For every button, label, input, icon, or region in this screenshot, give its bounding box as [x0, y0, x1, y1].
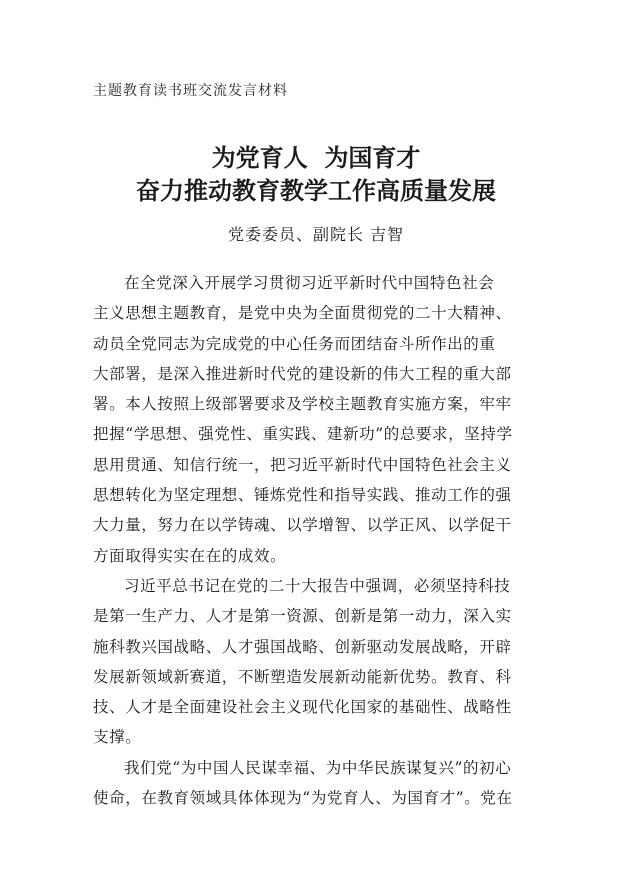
paragraph-line: 技、人才是全面建设社会主义现代化国家的基础性、战略性	[93, 698, 512, 717]
paragraph-line: 大力量，努力在以学铸魂、以学增智、以学正风、以学促干	[93, 516, 512, 535]
header-note: 主题教育读书班交流发言材料	[93, 83, 288, 99]
title-line-2: 奋力推动教育教学工作高质量发展	[136, 176, 496, 205]
paragraph-line: 把握“学思想、强党性、重实践、建新功”的总要求，坚持学	[93, 425, 513, 444]
title-block	[0, 142, 632, 208]
paragraph	[93, 268, 543, 571]
paragraph-line: 我们党“为中国人民谋幸福、为中华民族谋复兴”的初心	[124, 758, 512, 777]
paragraph-line: 思想转化为坚定理想、锤炼党性和指导实践、推动工作的强	[93, 486, 512, 505]
paragraph-line: 在全党深入开展学习贯彻习近平新时代中国特色社会	[124, 274, 495, 292]
body-text	[93, 268, 543, 813]
paragraph-line: 大部署，是深入推进新时代党的建设新的伟大工程的重大部	[93, 364, 512, 383]
paragraph-line: 习近平总书记在党的二十大报告中强调，必须坚持科技	[124, 576, 511, 595]
author-line: 党委委员、副院长 吉智	[227, 225, 405, 244]
paragraph-line: 主义思想主题教育，是党中央为全面贯彻党的二十大精神、	[93, 304, 512, 323]
paragraph-line: 使命，在教育领域具体体现为“为党育人、为国育才”。党在	[93, 789, 513, 808]
paragraph-line: 署。本人按照上级部署要求及学校主题教育实施方案，牢牢	[93, 395, 512, 414]
paragraph-line: 动员全党同志为完成党的中心任务而团结奋斗所作出的重	[93, 334, 496, 353]
paragraph-line: 是第一生产力、人才是第一资源、创新是第一动力，深入实	[93, 607, 512, 626]
paragraph-line: 发展新领域新赛道，不断塑造发展新动能新优势。教育、科	[93, 667, 512, 686]
paragraph-line: 施科教兴国战略、人才强国战略、创新驱动发展战略，开辟	[93, 637, 512, 656]
paragraph-line: 方面取得实实在在的成效。	[93, 546, 287, 565]
paragraph	[93, 753, 543, 814]
paragraph-line: 支撑。	[93, 728, 142, 747]
paragraph-line: 思用贯通、知信行统一，把习近平新时代中国特色社会主义	[93, 455, 512, 474]
paragraph	[93, 571, 543, 753]
title-line-1: 为党育人 为国育才	[211, 143, 421, 172]
